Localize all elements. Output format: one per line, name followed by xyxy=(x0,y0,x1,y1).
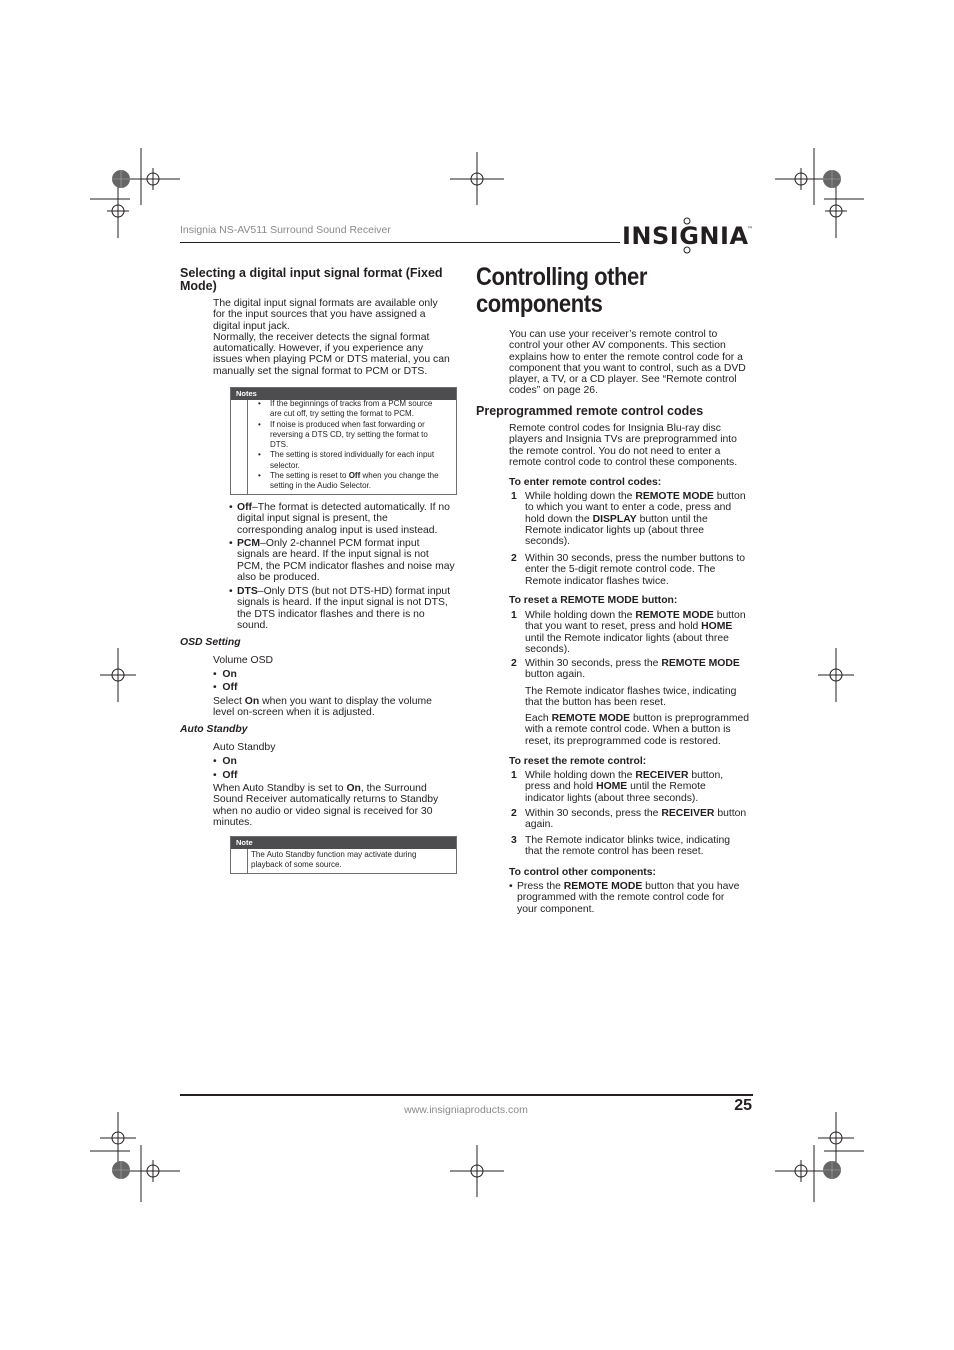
heading-auto-standby: Auto Standby xyxy=(180,724,248,735)
osd-option-on: • On xyxy=(213,669,237,680)
step-number: 2 xyxy=(511,553,517,564)
standby-desc: When Auto Standby is set to On, the Surround Sound Receiver automatically returns to Standby when no audio or video signal is received for 30 minutes. xyxy=(213,783,439,828)
controlling-intro: You can use your receiver’s remote control to control your other AV components. This section explains how to enter the remote control code for a component that you want to control, such as a DVD player, a TV, or a CD player. See “Remote control codes” on page 26. xyxy=(509,329,746,397)
reset-button-result: The Remote indicator flashes twice, indicating that the button has been reset. xyxy=(525,686,737,709)
notes-list xyxy=(270,399,439,492)
reset-remote-step-1: While holding down the RECEIVER button, press and hold HOME until the Remote indicator lights (about three seconds). xyxy=(525,770,724,804)
insignia-logo xyxy=(622,217,754,255)
reset-remote-step-2: Within 30 seconds, press the RECEIVER button again. xyxy=(525,808,747,831)
standby-option-off: • Off xyxy=(213,770,238,781)
reset-button-step-2: Within 30 seconds, press the REMOTE MODE button again. xyxy=(525,658,740,681)
note-label: Note xyxy=(231,837,456,849)
heading-reset-button: To reset a REMOTE MODE button: xyxy=(509,595,678,606)
page-number: 25 xyxy=(734,1097,752,1114)
header-rule xyxy=(180,242,620,243)
heading-preprogrammed: Preprogrammed remote control codes xyxy=(476,404,704,418)
note-text: The Auto Standby function may activate during playback of some source. xyxy=(251,850,417,870)
step-number: 2 xyxy=(511,808,517,819)
svg-text:INSIGNIA: INSIGNIA xyxy=(622,222,749,250)
reset-button-step-1: While holding down the REMOTE MODE button that you want to reset, press and hold HOME until the Remote indicator lights (about three seconds). xyxy=(525,610,746,655)
format-off: Off–The format is detected automatically. If no digital input signal is present, the corresponding analog input is used instead. xyxy=(237,502,450,536)
osd-option-off: • Off xyxy=(213,682,238,693)
osd-desc: Select On when you want to display the volume level on-screen when it is adjusted. xyxy=(213,696,432,719)
footer-rule xyxy=(180,1094,753,1096)
preprogrammed-text: Remote control codes for Insignia Blu-ray disc players and Insignia TVs are preprogrammed into the remote control. You do not need to enter a remote control code to control these components. xyxy=(509,423,738,468)
note-bullets: • • • • xyxy=(258,399,261,481)
heading-reset-remote: To reset the remote control: xyxy=(509,756,647,767)
control-components-text: Press the REMOTE MODE button that you have programmed with the remote control code for your component. xyxy=(517,881,740,915)
page-title: Controlling other components xyxy=(476,263,647,318)
step-number: 3 xyxy=(511,835,517,846)
notes-label: Notes xyxy=(231,388,456,400)
heading-control-components: To control other components: xyxy=(509,867,657,878)
standby-option-on: • On xyxy=(213,756,237,767)
note-item: If the beginnings of tracks from a PCM source are cut off, try setting the format to PCM. xyxy=(270,399,433,419)
enter-step-2: Within 30 seconds, press the number buttons to enter the 5-digit remote control code. The Remote indicator flashes twice. xyxy=(525,553,746,587)
format-pcm: PCM–Only 2-channel PCM format input signals are heard. If the input signal is not PCM, the PCM indicator flashes and noise may also be produced. xyxy=(237,538,455,583)
fixed-mode-intro: The digital input signal formats are available only for the input sources that you have assigned a digital input jack. Normally, the receiver detects the signal format automatically. However, if you experience any issues when playing PCM or DTS material, you can manually set the signal format to PCM or DTS. xyxy=(213,298,450,377)
note-item: The setting is stored individually for each input selector. xyxy=(270,450,435,470)
running-header: Insignia NS-AV511 Surround Sound Receiver xyxy=(180,224,391,236)
step-number: 1 xyxy=(511,610,517,621)
step-number: 1 xyxy=(511,770,517,781)
heading-fixed-mode: Selecting a digital input signal format (Fixed Mode) xyxy=(180,266,443,293)
format-dts: DTS–Only DTS (but not DTS-HD) format input signals is heard. If the input signal is not DTS, the DTS indicator flashes and there is no sound. xyxy=(237,586,451,631)
footer-url: www.insigniaproducts.com xyxy=(404,1104,528,1116)
note-item: If noise is produced when fast forwarding or reversing a DTS CD, try setting the format to DTS. xyxy=(270,419,428,450)
note-item: The setting is reset to Off when you change the setting in the Audio Selector. xyxy=(270,471,439,491)
svg-text:™: ™ xyxy=(747,226,753,233)
reset-button-info: Each REMOTE MODE button is preprogrammed with a remote control code. When a button is reset, its preprogrammed code is restored. xyxy=(525,713,750,747)
osd-label: Volume OSD xyxy=(213,655,274,666)
heading-osd-setting: OSD Setting xyxy=(180,637,241,648)
standby-label: Auto Standby xyxy=(213,742,276,753)
enter-step-1: While holding down the REMOTE MODE button to which you want to enter a code, press and hold down the DISPLAY button until the Remote indicator lights up (about three seconds). xyxy=(525,491,746,548)
reset-remote-step-3: The Remote indicator blinks twice, indicating that the remote control has been reset. xyxy=(525,835,731,858)
step-number: 2 xyxy=(511,658,517,669)
step-number: 1 xyxy=(511,491,517,502)
heading-enter-codes: To enter remote control codes: xyxy=(509,477,662,488)
